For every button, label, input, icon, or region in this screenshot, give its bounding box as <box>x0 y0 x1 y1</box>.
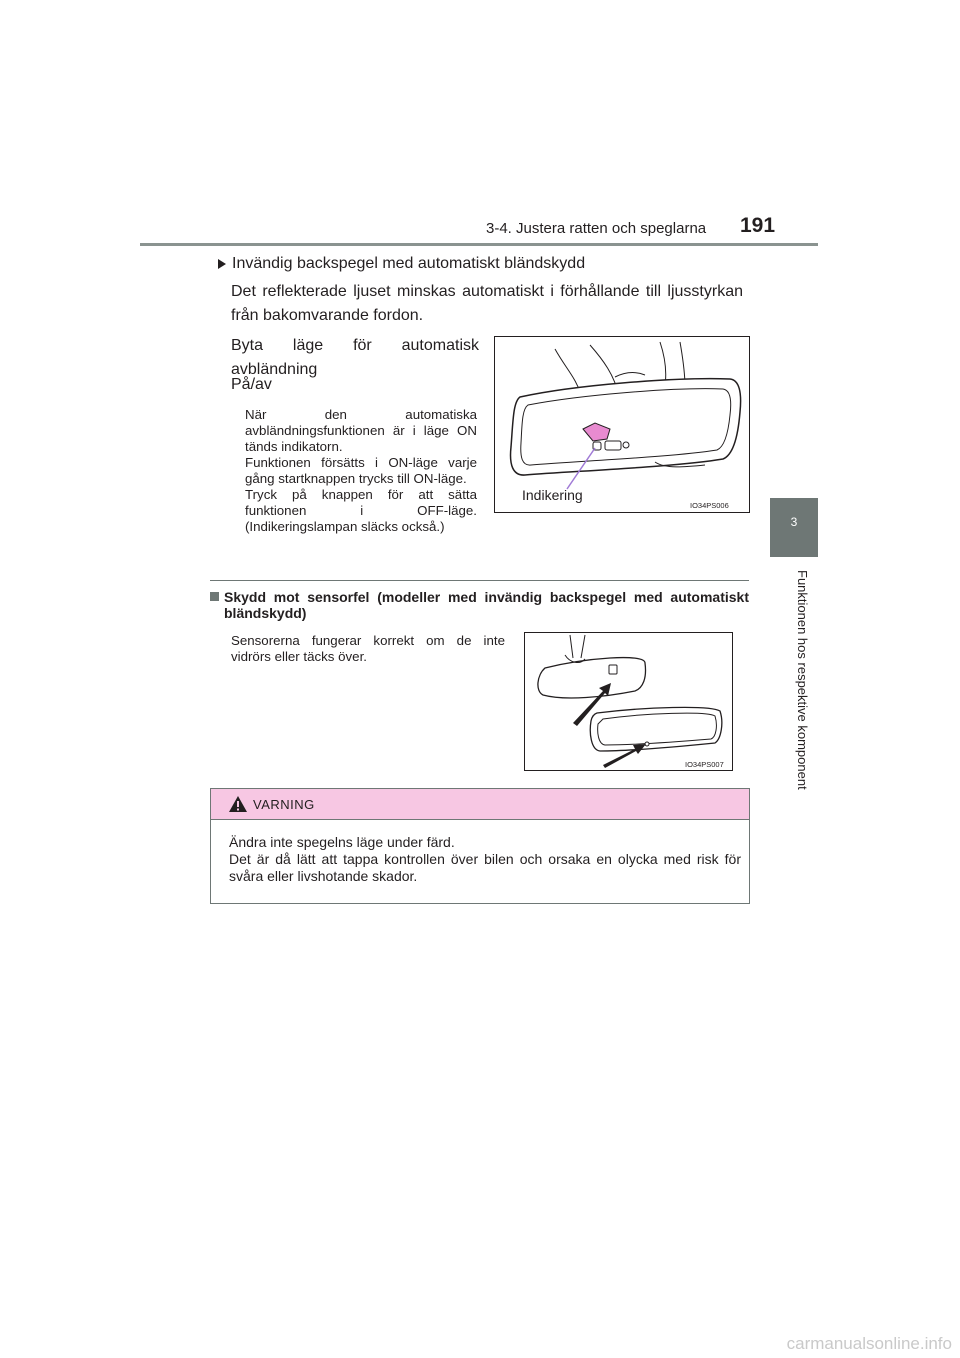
figure-code: IO34PS006 <box>690 501 729 510</box>
figure-mirror-sensors <box>524 632 733 771</box>
description-line: Funktionen försätts i ON-läge varje gång startknappen trycks till ON-läge. <box>245 455 477 486</box>
description-line: När den automatiska avbländningsfunktionen är i läge ON tänds indikatorn. <box>245 407 477 454</box>
section-rule <box>210 580 749 581</box>
triangle-bullet-icon <box>218 259 226 269</box>
intro-paragraph: Det reflekterade ljuset minskas automatiskt i förhållande till ljusstyrkan från bakomvarande fordon. <box>231 283 743 324</box>
subheading <box>218 255 585 273</box>
indicator-callout: Indikering <box>522 487 583 503</box>
header-title: 3-4. Justera ratten och speglarna <box>486 220 707 237</box>
warning-line: Det är då lätt att tappa kontrollen över bilen och orsaka en olycka med risk för svåra eller livshotande skador. <box>229 851 741 884</box>
warning-title: VARNING <box>253 797 315 812</box>
operation-title: Byta läge för automatisk avbländning <box>231 337 479 378</box>
square-bullet-icon <box>210 592 219 601</box>
operation-state: På/av <box>231 376 272 393</box>
warning-triangle-icon <box>228 795 248 813</box>
chapter-tab-number: 3 <box>790 515 798 529</box>
header-rule <box>140 243 818 246</box>
section-title <box>210 589 749 621</box>
warning-text <box>229 834 741 885</box>
warning-box <box>210 788 750 904</box>
mirror-illustration <box>495 337 749 512</box>
figure-code: IO34PS007 <box>685 760 724 769</box>
section-title-text: Skydd mot sensorfel (modeller med invändig backspegel med automatiskt bländskydd) <box>224 589 749 621</box>
sensor-illustration <box>525 633 732 770</box>
warning-line: Ändra inte spegelns läge under färd. <box>229 834 455 850</box>
description-line: Tryck på knappen för att sätta funktionen i OFF-läge. (Indikeringslampan släcks också.) <box>245 487 477 534</box>
section-body: Sensorerna fungerar korrekt om de inte vidrörs eller täcks över. <box>231 633 505 664</box>
subheading-text: Invändig backspegel med automatiskt bländskydd <box>232 255 586 272</box>
chapter-side-label: Funktionen hos respektive komponent <box>795 570 810 790</box>
warning-header <box>211 789 749 820</box>
watermark: carmanualsonline.info <box>786 1334 952 1353</box>
figure-mirror-indicator <box>494 336 750 513</box>
page-number: 191 <box>740 214 776 237</box>
operation-description <box>245 407 477 535</box>
